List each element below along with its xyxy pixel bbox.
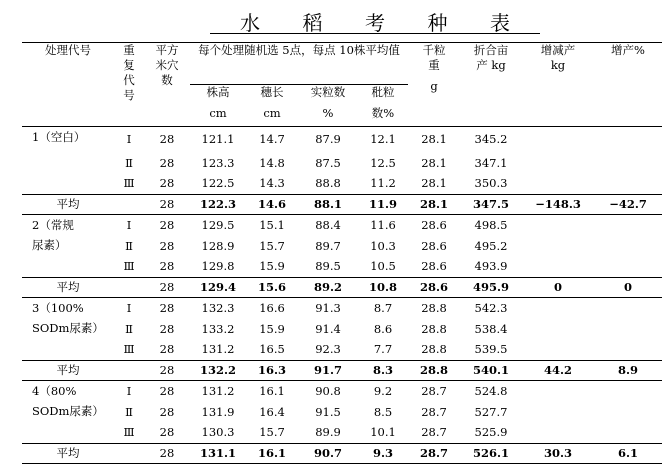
cell-rep: Ⅲ xyxy=(123,425,135,440)
page-title xyxy=(210,6,540,36)
cell-empty: 8.7 xyxy=(373,300,393,315)
average-grains: 88.1 xyxy=(313,197,342,211)
average-grains: 89.2 xyxy=(313,280,342,294)
cell-yield: 538.4 xyxy=(474,321,508,336)
cell-yield: 347.1 xyxy=(474,155,508,170)
cell-pct-empty xyxy=(594,236,662,257)
cell-grains: 89.7 xyxy=(315,238,341,253)
cell-change-empty xyxy=(522,423,594,444)
average-holes: 28 xyxy=(159,363,175,377)
cell-grains: 92.3 xyxy=(315,342,341,357)
cell-holes: 28 xyxy=(159,132,175,147)
average-ear: 15.6 xyxy=(257,280,286,294)
cell-pct-empty xyxy=(594,319,662,340)
cell-empty: 8.5 xyxy=(373,404,393,419)
header-change: 增减产 kg xyxy=(522,43,594,127)
cell-change-empty xyxy=(522,127,594,153)
cell-tgw: 28.1 xyxy=(421,176,447,191)
cell-rep: Ⅲ xyxy=(123,176,135,191)
average-pct: 0 xyxy=(624,280,633,294)
cell-grains: 91.3 xyxy=(315,300,341,315)
average-holes: 28 xyxy=(159,446,175,460)
cell-ear: 16.4 xyxy=(259,404,285,419)
cell-change-empty xyxy=(522,215,594,236)
cell-height: 132.3 xyxy=(201,300,235,315)
cell-tgw: 28.1 xyxy=(421,132,447,147)
cell-empty: 7.7 xyxy=(373,342,393,357)
cell-yield: 498.5 xyxy=(474,217,508,232)
cell-height: 131.2 xyxy=(201,342,235,357)
cell-grains: 88.4 xyxy=(315,217,341,232)
cell-holes: 28 xyxy=(159,300,175,315)
table-row xyxy=(22,153,662,174)
table-row xyxy=(22,402,662,423)
average-tgw: 28.1 xyxy=(420,197,449,211)
title-char: 稻 xyxy=(302,10,323,35)
cell-ear: 15.1 xyxy=(259,217,285,232)
table-row xyxy=(22,257,662,278)
cell-rep: Ⅲ xyxy=(123,259,135,274)
average-tgw: 28.7 xyxy=(420,446,449,460)
cell-empty: 8.6 xyxy=(373,321,393,336)
average-tgw: 28.6 xyxy=(420,280,449,294)
cell-holes: 28 xyxy=(159,383,175,398)
cell-ear: 16.1 xyxy=(259,383,285,398)
average-yield: 540.1 xyxy=(473,363,510,377)
group-name xyxy=(22,298,114,361)
cell-holes: 28 xyxy=(159,176,175,191)
average-yield: 495.9 xyxy=(473,280,510,294)
cell-yield: 527.7 xyxy=(474,404,508,419)
cell-pct-empty xyxy=(594,174,662,195)
cell-rep: Ⅰ xyxy=(126,383,132,398)
cell-grains: 87.5 xyxy=(315,155,341,170)
title-underline xyxy=(210,33,540,34)
cell-yield: 542.3 xyxy=(474,300,508,315)
cell-ear: 15.9 xyxy=(259,321,285,336)
cell-tgw: 28.8 xyxy=(421,300,447,315)
cell-pct-empty xyxy=(594,127,662,153)
cell-ear: 15.7 xyxy=(259,425,285,440)
cell-grains: 91.4 xyxy=(315,321,341,336)
cell-tgw: 28.8 xyxy=(421,321,447,336)
cell-ear: 15.7 xyxy=(259,238,285,253)
cell-empty: 10.1 xyxy=(370,425,396,440)
cell-yield: 495.2 xyxy=(474,238,508,253)
average-label: 平均 xyxy=(56,363,80,377)
cell-yield: 524.8 xyxy=(474,383,508,398)
header-empty: 秕粒 数% xyxy=(358,85,408,127)
cell-empty: 11.6 xyxy=(370,217,396,232)
table-row xyxy=(22,215,662,236)
table-row xyxy=(22,236,662,257)
group-name-line: 3（100% xyxy=(32,301,84,315)
header-pct: 增产% xyxy=(594,43,662,127)
table-row xyxy=(22,423,662,444)
cell-ear: 14.7 xyxy=(259,132,285,147)
title-char: 考 xyxy=(365,10,385,35)
cell-rep: Ⅱ xyxy=(125,404,133,419)
average-row xyxy=(22,278,662,298)
cell-height: 122.5 xyxy=(201,176,235,191)
cell-pct-empty xyxy=(594,340,662,361)
cell-ear: 14.3 xyxy=(259,176,285,191)
average-holes: 28 xyxy=(159,197,175,211)
title-char: 水 xyxy=(240,10,260,35)
header-grains: 实粒数 % xyxy=(298,85,358,127)
cell-change-empty xyxy=(522,402,594,423)
average-yield: 526.1 xyxy=(473,446,510,460)
average-holes: 28 xyxy=(159,280,175,294)
cell-grains: 89.5 xyxy=(315,259,341,274)
average-label: 平均 xyxy=(56,280,80,294)
average-row xyxy=(22,195,662,215)
header-rep: 重 复 代 号 xyxy=(114,43,144,127)
cell-ear: 14.8 xyxy=(259,155,285,170)
cell-change-empty xyxy=(522,236,594,257)
average-grains: 91.7 xyxy=(313,363,342,377)
cell-height: 131.2 xyxy=(201,383,235,398)
group-name xyxy=(22,381,114,444)
cell-rep: Ⅰ xyxy=(126,217,132,232)
cell-holes: 28 xyxy=(159,425,175,440)
cell-height: 129.8 xyxy=(201,259,235,274)
average-rep-empty xyxy=(114,444,144,464)
average-empty: 10.8 xyxy=(369,280,398,294)
average-pct: 8.9 xyxy=(618,363,639,377)
cell-holes: 28 xyxy=(159,155,175,170)
cell-tgw: 28.7 xyxy=(421,383,447,398)
cell-empty: 12.5 xyxy=(370,155,396,170)
cell-change-empty xyxy=(522,298,594,319)
cell-pct-empty xyxy=(594,153,662,174)
average-row xyxy=(22,444,662,464)
header-code: 处理代号 xyxy=(22,43,114,127)
header-yield: 折合亩 产 kg xyxy=(460,43,522,127)
cell-ear: 16.6 xyxy=(259,300,285,315)
cell-grains: 87.9 xyxy=(315,132,341,147)
average-yield: 347.5 xyxy=(473,197,510,211)
cell-ear: 15.9 xyxy=(259,259,285,274)
cell-yield: 345.2 xyxy=(474,132,508,147)
cell-pct-empty xyxy=(594,257,662,278)
cell-holes: 28 xyxy=(159,342,175,357)
average-change: 44.2 xyxy=(544,363,573,377)
cell-rep: Ⅰ xyxy=(126,132,132,147)
average-grains: 90.7 xyxy=(313,446,342,460)
cell-rep: Ⅲ xyxy=(123,342,135,357)
table-body xyxy=(22,127,662,464)
cell-tgw: 28.1 xyxy=(421,155,447,170)
average-empty: 9.3 xyxy=(373,446,394,460)
cell-pct-empty xyxy=(594,402,662,423)
average-row xyxy=(22,361,662,381)
cell-change-empty xyxy=(522,174,594,195)
table-row xyxy=(22,127,662,153)
average-rep-empty xyxy=(114,278,144,298)
average-empty: 8.3 xyxy=(373,363,394,377)
average-height: 131.1 xyxy=(199,446,236,460)
cell-empty: 10.5 xyxy=(370,259,396,274)
table-row xyxy=(22,381,662,402)
cell-tgw: 28.7 xyxy=(421,425,447,440)
table-row xyxy=(22,340,662,361)
cell-rep: Ⅰ xyxy=(126,300,132,315)
group-name-line: 4（80% xyxy=(32,384,77,398)
cell-tgw: 28.7 xyxy=(421,404,447,419)
cell-empty: 10.3 xyxy=(370,238,396,253)
group-name-line: 2（常规 xyxy=(32,218,74,232)
cell-empty: 11.2 xyxy=(370,176,396,191)
group-name xyxy=(22,127,114,195)
cell-rep: Ⅱ xyxy=(125,321,133,336)
cell-pct-empty xyxy=(594,215,662,236)
cell-yield: 525.9 xyxy=(474,425,508,440)
cell-rep: Ⅱ xyxy=(125,155,133,170)
cell-yield: 493.9 xyxy=(474,259,508,274)
group-name-line: 1（空白） xyxy=(32,130,86,144)
cell-change-empty xyxy=(522,319,594,340)
average-height: 129.4 xyxy=(199,280,236,294)
average-change: −148.3 xyxy=(535,197,581,211)
cell-rep: Ⅱ xyxy=(125,238,133,253)
header-holes: 平方 米穴 数 xyxy=(144,43,190,127)
cell-holes: 28 xyxy=(159,404,175,419)
cell-yield: 539.5 xyxy=(474,342,508,357)
cell-tgw: 28.8 xyxy=(421,342,447,357)
average-ear: 16.1 xyxy=(257,446,286,460)
cell-empty: 12.1 xyxy=(370,132,396,147)
average-empty: 11.9 xyxy=(369,197,398,211)
cell-holes: 28 xyxy=(159,321,175,336)
average-height: 122.3 xyxy=(199,197,236,211)
cell-height: 133.2 xyxy=(201,321,235,336)
cell-grains: 89.9 xyxy=(315,425,341,440)
cell-grains: 90.8 xyxy=(315,383,341,398)
title-char: 表 xyxy=(490,10,510,35)
cell-tgw: 28.6 xyxy=(421,238,447,253)
average-label: 平均 xyxy=(56,446,80,460)
average-ear: 14.6 xyxy=(257,197,286,211)
rice-trial-table xyxy=(22,42,662,464)
average-tgw: 28.8 xyxy=(420,363,449,377)
cell-holes: 28 xyxy=(159,217,175,232)
cell-change-empty xyxy=(522,257,594,278)
cell-holes: 28 xyxy=(159,259,175,274)
cell-height: 128.9 xyxy=(201,238,235,253)
cell-height: 121.1 xyxy=(201,132,235,147)
cell-height: 129.5 xyxy=(201,217,235,232)
group-name-line: SODm尿素） xyxy=(32,321,104,335)
group-name-line: 尿素） xyxy=(32,238,67,252)
cell-height: 131.9 xyxy=(201,404,235,419)
cell-yield: 350.3 xyxy=(474,176,508,191)
title-char: 种 xyxy=(427,10,448,35)
cell-tgw: 28.6 xyxy=(421,259,447,274)
cell-height: 123.3 xyxy=(201,155,235,170)
header-height: 株高 cm xyxy=(190,85,246,127)
average-pct: −42.7 xyxy=(609,197,647,211)
cell-tgw: 28.6 xyxy=(421,217,447,232)
cell-change-empty xyxy=(522,153,594,174)
average-rep-empty xyxy=(114,195,144,215)
header-tgw: 千粒 重 g xyxy=(408,43,460,127)
cell-change-empty xyxy=(522,340,594,361)
average-change: 30.3 xyxy=(544,446,573,460)
cell-ear: 16.5 xyxy=(259,342,285,357)
average-pct: 6.1 xyxy=(618,446,639,460)
average-label: 平均 xyxy=(56,197,80,211)
average-change: 0 xyxy=(554,280,563,294)
table-row xyxy=(22,174,662,195)
cell-pct-empty xyxy=(594,298,662,319)
cell-grains: 88.8 xyxy=(315,176,341,191)
group-name xyxy=(22,215,114,278)
cell-change-empty xyxy=(522,381,594,402)
header-ear: 穗长 cm xyxy=(246,85,298,127)
cell-grains: 91.5 xyxy=(315,404,341,419)
cell-height: 130.3 xyxy=(201,425,235,440)
table-row xyxy=(22,298,662,319)
average-height: 132.2 xyxy=(199,363,236,377)
table-row xyxy=(22,319,662,340)
average-rep-empty xyxy=(114,361,144,381)
header-sample-desc: 每个处理随机选 5点，每点 10株平均值 xyxy=(190,43,408,85)
cell-pct-empty xyxy=(594,381,662,402)
cell-holes: 28 xyxy=(159,238,175,253)
group-name-line: SODm尿素） xyxy=(32,404,104,418)
average-ear: 16.3 xyxy=(257,363,286,377)
cell-empty: 9.2 xyxy=(373,383,393,398)
cell-pct-empty xyxy=(594,423,662,444)
